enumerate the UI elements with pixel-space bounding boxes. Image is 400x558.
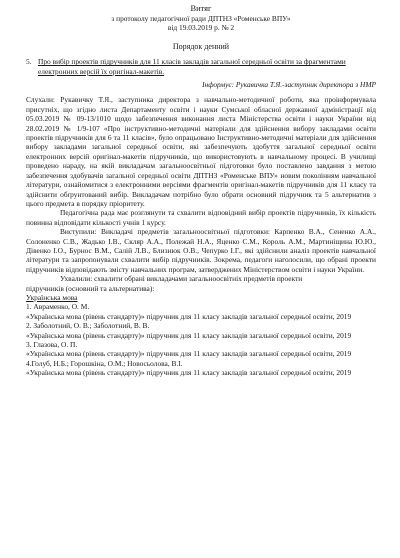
- paragraph-council: Педагогічна рада має розглянути та схвалити відповідний вибір проектів підручників, їх кількість повинна відповідати кількості учнів 1 курсу.: [26, 208, 376, 227]
- paragraph-speakers: Виступили: Викладачі предметів загальноосвітньої підготовки: Карпенко В.А., Сененко А.А., Солоненко С.В., Жадько І.В., Скляр А.А., Полежай Н.А., Яценко С.М., Король А.М., Мартиніщина Ю.Ю., Дівенко І.О., Бурнос В.М., Салій Л.В., Близнюк О.В., Чепурко І.Г., які здійснили аналіз проектів навчальної літератури та запропонували схвалити вибір підручників. Зокрема, педагоги наголосили, що обрані проекти підручників відповідають змісту навчальних програм, затверджених Міністерством освіти і науки України.: [26, 227, 376, 274]
- list-item: 4.Голуб, Н.Б.; Горошкіна, О.М.; Новосьолова, В.І.: [26, 358, 183, 368]
- protocol-date: від 19.03.2019 р. № 2: [167, 23, 235, 33]
- list-item: «Українська мова (рівень стандарту)» підручник для 11 класу закладів загальної середньої освіти, 2019: [26, 330, 352, 340]
- informs-line: Інформує: Рукавичка Т.Я.-заступник директора з НМР: [202, 80, 376, 90]
- document-title: Витяг: [190, 4, 212, 13]
- list-item: «Українська мова (рівень стандарту)» підручник для 11 класу закладів загальної середньої освіти, 2019: [26, 311, 352, 321]
- paragraph-heard: Слухали: Рукавичку Т.Я., заступника директора з навчально-методичної роботи, яка проінформувала присутніх, що згідно листа Департаменту освіти і науки Сумської обласної державної адміністрації від 05.03.2019 № 09-13/1010 щодо забезпечення виконання листа Міністерства освіти і науки України від 28.02.2019 № 1/9-107 «Про інструктивно-методичні матеріали для здійснення вибору закладами освіти проектів підручників для 6 та 11 класів», було опрацьовано Інструктивно-методичні матеріали для здійснення вибору закладами загальної середньої освіти, які забезпечують здобуття загальної середньої освіти електронних версій оригінал-макетів підручників, що використовують в навчальному процесі. В училищі проведено нараду, на якій викладачам загальноосвітньої підготовки було поставлено завдання з метою забезпечення здобувачів загальної середньої освіти ДПТНЗ «Роменське ВПУ» новим поколінням навчальної літератури, ознайомитися з електронними версіями фрагментів оригінал-макетів підручників для 11 класу та здійснити обґрунтований вибір. Викладачам потрібно було обрати основний підручник та 5 альтернатив з цього предмета в порядку пріоритету.: [26, 95, 376, 208]
- agenda-item-text: Про вибір проектів підручників для 11 класів закладів загальної середньої освіти за фрагментами електронних версій їх оригінал-макетів.: [38, 57, 346, 76]
- agenda-item: [26, 57, 376, 76]
- list-item: «Українська мова (рівень стандарту)» підручник для 11 класу закладів загальної середньої освіти, 2019: [26, 368, 352, 378]
- agenda-item-number: 5.: [26, 57, 32, 67]
- textbook-list: [26, 293, 376, 378]
- list-item: 1. Авраменко, О. М.: [26, 302, 90, 312]
- list-item: «Українська мова (рівень стандарту)» підручник для 11 класу закладів загальної середньої освіти, 2019: [26, 349, 352, 359]
- agenda-title: Порядок денний: [172, 41, 230, 51]
- protocol-line: з протоколу педагогічної ради ДПТНЗ «Роменське ВПУ»: [111, 14, 291, 23]
- paragraph-resolved-tail: підручників (основний та альтернатива):: [26, 283, 155, 293]
- list-item: 2. Заболотний, О. В.; Заболотний, В. В.: [26, 321, 150, 331]
- list-item: 3. Глазова, О. П.: [26, 340, 78, 349]
- subject-heading: Українська мова: [26, 292, 78, 302]
- paragraph-resolved: Ухвалили: схвалити обрані викладачами загальноосвітніх предметів проекти: [60, 274, 303, 284]
